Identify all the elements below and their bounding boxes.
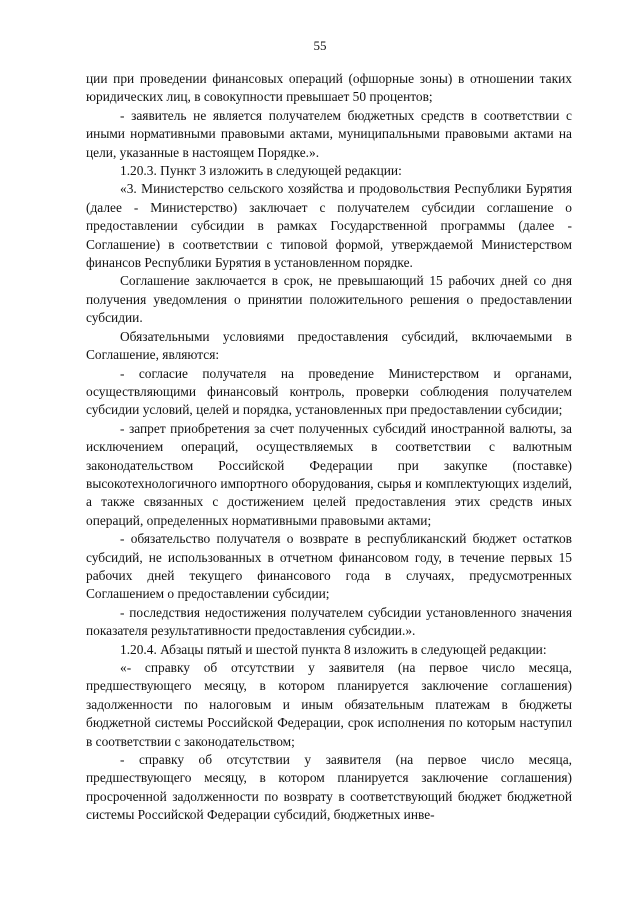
paragraph-offshore-continuation: ции при проведении финансовых операций (офшорные зоны) в отношении таких юридических лиц, в совокупности превышает 50 процентов; — [86, 71, 572, 105]
paragraph-currency-ban: - запрет приобретения за счет полученных субсидий иностранной валюты, за исключением операций, осуществляемых в соответствии с валютным законодательством Российской Федерации при закупке (поставке) высокотехнологичного импортного оборудования, сырья и комплектующих изделий, а также связанных с достижением целей предоставления этих средств иных операций, определенных нормативными правовыми актами; — [86, 420, 572, 528]
paragraph-mandatory-conditions: Обязательными условиями предоставления субсидий, включаемыми в Соглашение, являются: — [86, 328, 572, 363]
paragraph-overdue-certificate: - справку об отсутствии у заявителя (на первое число месяца, предшествующего месяцу, в котором планируется заключение соглашения) просроченной задолженности по возврату в соответствующий бюджет бюджетной системы Российской Федерации субсидий, бюджетных инве- — [86, 752, 572, 823]
document-body — [86, 70, 572, 825]
paragraph-1-20-3: 1.20.3. Пункт 3 изложить в следующей редакции: — [120, 163, 402, 179]
paragraph-agreement-term: Соглашение заключается в срок, не превышающий 15 рабочих дней со дня получения уведомления о принятии положительного решения о предоставлении субсидии. — [86, 273, 572, 326]
paragraph-consent: - согласие получателя на проведение Министерством и органами, осуществляющими финансовый контроль, проверки соблюдения получателем субсидии условий, целей и порядка, установленных при предоставлении субсидии; — [86, 365, 572, 418]
paragraph-return-obligation: - обязательство получателя о возврате в республиканский бюджет остатков субсидий, не использованных в отчетном финансовом году, в течение первых 15 рабочих дней текущего финансового года в случаях, предусмотренных Соглашением о предоставлении субсидии; — [86, 531, 572, 602]
page-number: 55 — [313, 38, 327, 53]
paragraph-ministry-agreement: «3. Министерство сельского хозяйства и продовольствия Республики Бурятия (далее - Министерство) заключает с получателем субсидии соглашение о предоставлении субсидии в рамках Государственной программы (далее - Соглашение) в соответствии с типовой формой, утверждаемой Министерством финансов Республики Бурятия в установленном порядке. — [86, 181, 572, 271]
paragraph-consequences: - последствия недостижения получателем субсидии установленного значения показателя результативности предоставления субсидии.». — [86, 604, 572, 639]
paragraph-1-20-4: 1.20.4. Абзацы пятый и шестой пункта 8 изложить в следующей редакции: — [120, 641, 547, 657]
paragraph-budget-funds: - заявитель не является получателем бюджетных средств в соответствии с иными нормативными правовыми актами, муниципальными правовыми актами на цели, указанные в настоящем Порядке.». — [86, 107, 572, 160]
paragraph-tax-certificate: «- справку об отсутствии у заявителя (на первое число месяца, предшествующего месяцу, в котором планируется заключение соглашения) задолженности по налоговым и иным обязательным платежам в бюджеты бюджетной системы Российской Федерации, срок исполнения по которым наступил в соответствии с законодательством; — [86, 660, 572, 749]
